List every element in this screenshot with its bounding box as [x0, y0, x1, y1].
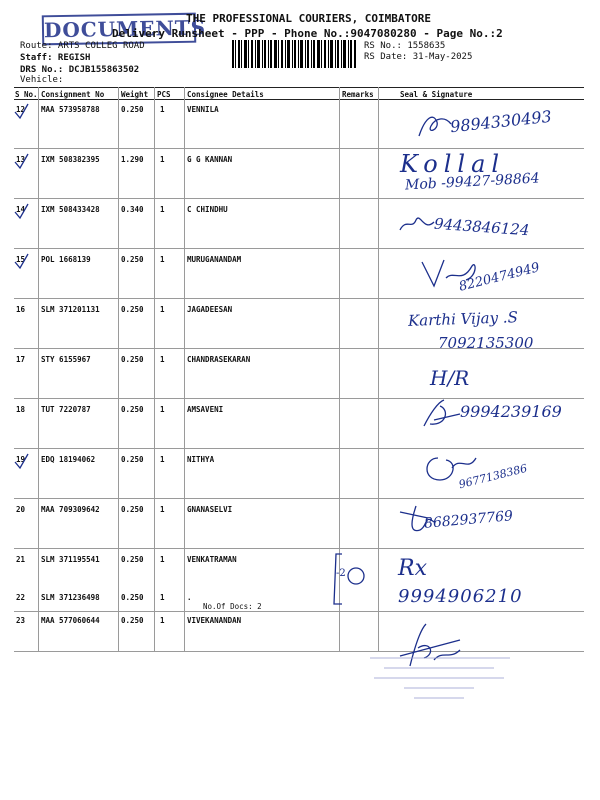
documents-stamp: DOCUMENTS: [42, 13, 197, 46]
row-weight: 0.250: [121, 505, 144, 514]
row-sno: 18: [16, 405, 26, 414]
header-consignment: Consignment No: [41, 90, 105, 99]
header-pcs: PCS: [157, 90, 171, 99]
row-sno: 23: [16, 616, 26, 625]
row-consignment: MAA 709309642: [41, 505, 100, 514]
remark-note: -2: [336, 568, 346, 579]
row-weight: 1.290: [121, 155, 144, 164]
row-consignment: EDQ 18194062: [41, 455, 96, 464]
row-weight: 0.250: [121, 593, 144, 602]
row-consignment: TUT 7220787: [41, 405, 91, 414]
handwritten-signature: Rx: [398, 556, 427, 581]
row-pcs: 1: [160, 155, 165, 164]
row-consignment: MAA 573958788: [41, 105, 100, 114]
row-rule: [14, 611, 584, 612]
row-consignment: STY 6155967: [41, 355, 91, 364]
table-header-rule: [14, 99, 584, 100]
row-consignee: CHANDRASEKARAN: [187, 355, 251, 364]
row-consignee: JAGADEESAN: [187, 305, 233, 314]
row-weight: 0.250: [121, 255, 144, 264]
header-weight: Weight: [121, 90, 149, 99]
column-divider: [154, 87, 155, 652]
handwritten-phone: Mob -99427-98864: [404, 170, 541, 194]
staff-label: Staff: REGISH: [20, 53, 91, 63]
row-pcs: 1: [160, 405, 165, 414]
rs-number: RS No.: 1558635: [364, 41, 446, 51]
column-divider: [184, 87, 185, 652]
handwritten-phone: 9994239169: [460, 402, 562, 421]
drs-number: DRS No.: DCJB155863502: [20, 65, 140, 75]
handwritten-phone: 9677138386: [457, 461, 529, 492]
handwritten-signature: Kollal: [400, 150, 506, 178]
row-sno: 12: [16, 105, 26, 114]
signature-scribble: [398, 210, 438, 238]
column-divider: [38, 87, 39, 652]
row-pcs: 1: [160, 355, 165, 364]
row-consignment: IXM 508382395: [41, 155, 100, 164]
row-consignee: GNANASELVI: [187, 505, 233, 514]
table-top-rule: [14, 87, 584, 88]
row-consignee: C CHINDHU: [187, 205, 228, 214]
rs-date: RS Date: 31-May-2025: [364, 52, 473, 62]
office-seal: [364, 650, 514, 710]
row-consignee: G G KANNAN: [187, 155, 233, 164]
handwritten-phone: 9994906210: [398, 586, 523, 607]
row-consignment: SLM 371236498: [41, 593, 100, 602]
row-consignment: MAA 577060644: [41, 616, 100, 625]
handwritten-phone: 8682937769: [423, 508, 514, 532]
header-seal-signature: Seal & Signature: [400, 90, 473, 99]
row-sno: 16: [16, 305, 26, 314]
row-pcs: 1: [160, 505, 165, 514]
handwritten-phone: 8220474949: [457, 260, 542, 295]
row-consignment: POL 1668139: [41, 255, 91, 264]
header-sno: S No.: [15, 90, 38, 99]
row-weight: 0.250: [121, 555, 144, 564]
row-rule: [14, 198, 584, 199]
barcode-image: [232, 40, 356, 68]
row-weight: 0.340: [121, 205, 144, 214]
row-pcs: 1: [160, 105, 165, 114]
row-consignment: SLM 371195541: [41, 555, 100, 564]
seal-lines: [364, 650, 514, 710]
column-divider: [118, 87, 119, 652]
vehicle-label: Vehicle:: [20, 75, 64, 85]
row-sno: 15: [16, 255, 26, 264]
tick-marks: [12, 100, 32, 570]
row-sno: 13: [16, 155, 26, 164]
row-pcs: 1: [160, 455, 165, 464]
row-rule: [14, 298, 584, 299]
row-pcs: 1: [160, 255, 165, 264]
row-sno: 22: [16, 593, 26, 602]
row-sno: 21: [16, 555, 26, 564]
row-weight: 0.250: [121, 405, 144, 414]
signature-scribble: [415, 108, 455, 142]
handwritten-signature: Karthi Vijay .S: [407, 308, 519, 330]
row-weight: 0.250: [121, 105, 144, 114]
header-remarks: Remarks: [342, 90, 374, 99]
row-rule: [14, 498, 584, 499]
row-consignment: IXM 508433428: [41, 205, 100, 214]
row-pcs: 1: [160, 205, 165, 214]
row-rule: [14, 148, 584, 149]
row-weight: 0.250: [121, 305, 144, 314]
row-sno: 14: [16, 205, 26, 214]
row-consignee: MURUGANANDAM: [187, 255, 242, 264]
row-consignee: VENKATRAMAN: [187, 555, 237, 564]
row-consignee: NITHYA: [187, 455, 215, 464]
handwritten-phone: 9443846124: [433, 214, 530, 240]
row-rule: [14, 398, 584, 399]
row-pcs: 1: [160, 555, 165, 564]
handwritten-remark: H/R: [430, 366, 470, 390]
row-consignee: AMSAVENI: [187, 405, 224, 414]
no-of-docs: No.Of Docs: 2: [203, 602, 262, 611]
header-consignee: Consignee Details: [187, 90, 264, 99]
remarks-bracket: [326, 552, 376, 608]
row-pcs: 1: [160, 305, 165, 314]
row-sno: 19: [16, 455, 26, 464]
row-pcs: 1: [160, 593, 165, 602]
row-consignee: VENNILA: [187, 105, 219, 114]
row-rule: [14, 448, 584, 449]
row-consignee: VIVEKANANDAN: [187, 616, 242, 625]
row-sno: 17: [16, 355, 26, 364]
row-rule: [14, 548, 584, 549]
route-label: Route: ARTS COLLEG ROAD: [20, 41, 145, 51]
row-weight: 0.250: [121, 616, 144, 625]
runsheet-title: Delivery Runsheet - PPP - Phone No.:9047080280 - Page No.:2: [112, 27, 503, 40]
row-rule: [14, 248, 584, 249]
handwritten-phone: 9894330493: [449, 106, 553, 137]
column-divider: [378, 87, 379, 652]
company-title: THE PROFESSIONAL COURIERS, COIMBATORE: [186, 12, 432, 25]
row-weight: 0.250: [121, 355, 144, 364]
row-pcs: 1: [160, 616, 165, 625]
row-sno: 20: [16, 505, 26, 514]
row-weight: 0.250: [121, 455, 144, 464]
row-consignee: .: [187, 593, 192, 602]
signature-scribble: [420, 396, 464, 432]
handwritten-phone: 7092135300: [438, 334, 534, 352]
row-consignment: SLM 371201131: [41, 305, 100, 314]
